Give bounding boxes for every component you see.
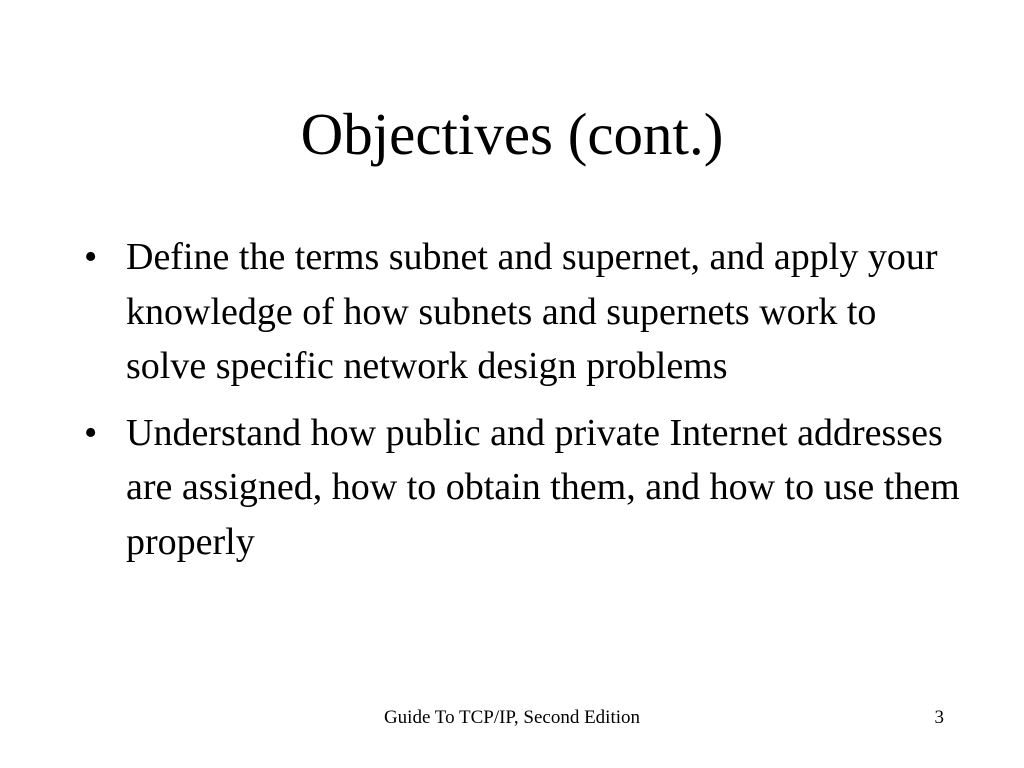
bullet-item-2 bbox=[84, 406, 964, 570]
bullet-text-1: Define the terms subnet and supernet, and apply your knowledge of how subnets and supernets work to solve specific network design problems bbox=[126, 236, 938, 387]
bullet-text-2: Understand how public and private Internet addresses are assigned, how to obtain them, and how to use them properly bbox=[126, 411, 960, 563]
bullet-icon: • bbox=[84, 411, 98, 454]
footer-book-title: Guide To TCP/IP, Second Edition bbox=[383, 707, 641, 728]
slide-title: Objectives (cont.) bbox=[300, 101, 724, 167]
page-number: 3 bbox=[934, 707, 944, 728]
bullet-icon: • bbox=[84, 236, 98, 278]
bullet-list bbox=[84, 230, 964, 581]
bullet-item-1 bbox=[84, 230, 964, 394]
